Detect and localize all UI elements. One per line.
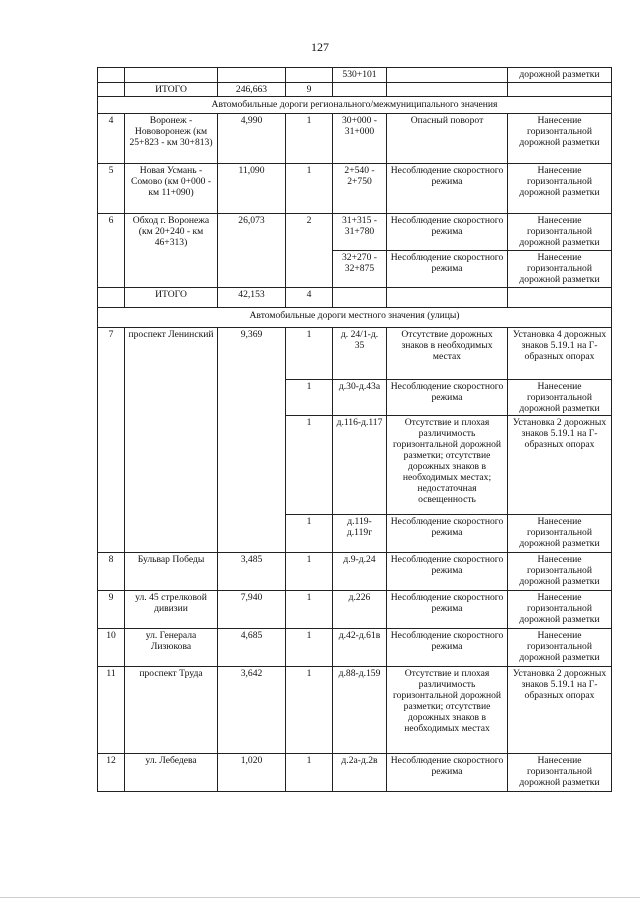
segment-cell: д.226 [333,591,387,629]
page-number: 127 [311,40,329,54]
section-header-row [98,308,612,328]
road-length: 3,642 [218,667,286,754]
measure-cell: Установка 2 дорожных знаков 5.19.1 на Г-образных опорах [508,416,612,515]
accident-count: 1 [286,515,333,553]
section-header-row [98,97,612,114]
segment-cell: д.88-д.159 [333,667,387,754]
total-count: 4 [286,288,333,308]
road-length: 4,685 [218,629,286,667]
section-local-title: Автомобильные дороги местного значения (улицы) [98,308,612,328]
accident-count: 1 [286,328,333,380]
problem-cell: Несоблюдение скоростного режима [387,214,508,251]
road-name: ул. Лебедева [125,754,218,792]
measure-cell: Нанесение горизонтальной дорожной разметки [508,629,612,667]
measure-cell: Нанесение горизонтальной дорожной разметки [508,515,612,553]
problem-cell: Отсутствие и плохая различимость горизонтальной дорожной разметки; отсутствие дорожных знаков в необходимых местах [387,667,508,754]
segment-cell: д.9-д.24 [333,553,387,591]
road-name: Бульвар Победы [125,553,218,591]
accident-count: 1 [286,591,333,629]
row-number: 10 [98,629,125,667]
accident-count: 1 [286,553,333,591]
road-name: Воронеж - Нововоронеж (км 25+823 - км 30+813) [125,114,218,164]
measure-cell: Нанесение горизонтальной дорожной разметки [508,114,612,164]
table-row [98,68,612,83]
total-row [98,288,612,308]
row-number: 7 [98,328,125,553]
total-length: 246,663 [218,83,286,97]
segment-cell: д.116-д.117 [333,416,387,515]
measure-cell: Нанесение горизонтальной дорожной разметки [508,591,612,629]
table-row [98,754,612,792]
road-name: ул. Генерала Лизюкова [125,629,218,667]
problem-cell: Опасный поворот [387,114,508,164]
problem-cell: Отсутствие дорожных знаков в необходимых местах [387,328,508,380]
road-length: 1,020 [218,754,286,792]
road-length: 3,485 [218,553,286,591]
measure-cell: Нанесение горизонтальной дорожной разметки [508,380,612,416]
table-row [98,591,612,629]
problem-cell: Несоблюдение скоростного режима [387,251,508,288]
road-name: Новая Усмань - Сомово (км 0+000 - км 11+090) [125,164,218,214]
problem-cell: Несоблюдение скоростного режима [387,380,508,416]
road-length: 11,090 [218,164,286,214]
row-number: 9 [98,591,125,629]
page-edge-line [0,897,640,898]
road-name: проспект Труда [125,667,218,754]
accident-count: 1 [286,754,333,792]
road-length: 4,990 [218,114,286,164]
segment-cell: д.119-д.119г [333,515,387,553]
section-regional-title: Автомобильные дороги регионального/межмуниципального значения [98,97,612,114]
segment-cell: д.42-д.61в [333,629,387,667]
problem-cell: Несоблюдение скоростного режима [387,754,508,792]
accident-count: 1 [286,114,333,164]
road-name: Обход г. Воронежа (км 20+240 - км 46+313) [125,214,218,288]
measure-cell: Установка 2 дорожных знаков 5.19.1 на Г-образных опорах [508,667,612,754]
segment-cell: 32+270 - 32+875 [333,251,387,288]
accident-count: 1 [286,629,333,667]
total-count: 9 [286,83,333,97]
problem-cell: Несоблюдение скоростного режима [387,515,508,553]
table-row [98,164,612,214]
row-number: 5 [98,164,125,214]
row-number: 11 [98,667,125,754]
accident-count: 1 [286,164,333,214]
segment-cell: 30+000 - 31+000 [333,114,387,164]
total-label: ИТОГО [125,83,218,97]
table-row [98,553,612,591]
measure-cell: дорожной разметки [508,68,612,83]
measure-cell: Нанесение горизонтальной дорожной разметки [508,214,612,251]
measure-cell: Установка 4 дорожных знаков 5.19.1 на Г-образных опорах [508,328,612,380]
total-length: 42,153 [218,288,286,308]
road-name: проспект Ленинский [125,328,218,553]
segment-cell: д.30-д.43а [333,380,387,416]
segment-cell: д.2а-д.2в [333,754,387,792]
table-row [98,629,612,667]
row-number: 8 [98,553,125,591]
accident-count: 1 [286,380,333,416]
table-row [98,214,612,251]
segment-cell: 31+315 - 31+780 [333,214,387,251]
road-length: 26,073 [218,214,286,288]
segment-cell: 2+540 - 2+750 [333,164,387,214]
road-length: 7,940 [218,591,286,629]
accident-count: 1 [286,667,333,754]
road-length: 9,369 [218,328,286,553]
road-safety-table [97,67,612,792]
row-number: 6 [98,214,125,288]
table-row [98,114,612,164]
total-row [98,83,612,97]
table-row [98,667,612,754]
measure-cell: Нанесение горизонтальной дорожной разметки [508,553,612,591]
segment-cell: 530+101 [333,68,387,83]
problem-cell: Несоблюдение скоростного режима [387,629,508,667]
measure-cell: Нанесение горизонтальной дорожной разметки [508,164,612,214]
segment-cell: д. 24/1-д. 35 [333,328,387,380]
table-row [98,328,612,380]
measure-cell: Нанесение горизонтальной дорожной разметки [508,251,612,288]
problem-cell: Несоблюдение скоростного режима [387,164,508,214]
measure-cell: Нанесение горизонтальной дорожной разметки [508,754,612,792]
accident-count: 1 [286,416,333,515]
road-name: ул. 45 стрелковой дивизии [125,591,218,629]
row-number: 4 [98,114,125,164]
row-number: 12 [98,754,125,792]
problem-cell: Отсутствие и плохая различимость горизонтальной дорожной разметки; отсутствие дорожных знаков в необходимых местах; недостаточная освещенность [387,416,508,515]
total-label: ИТОГО [125,288,218,308]
problem-cell: Несоблюдение скоростного режима [387,591,508,629]
problem-cell: Несоблюдение скоростного режима [387,553,508,591]
accident-count: 2 [286,214,333,288]
